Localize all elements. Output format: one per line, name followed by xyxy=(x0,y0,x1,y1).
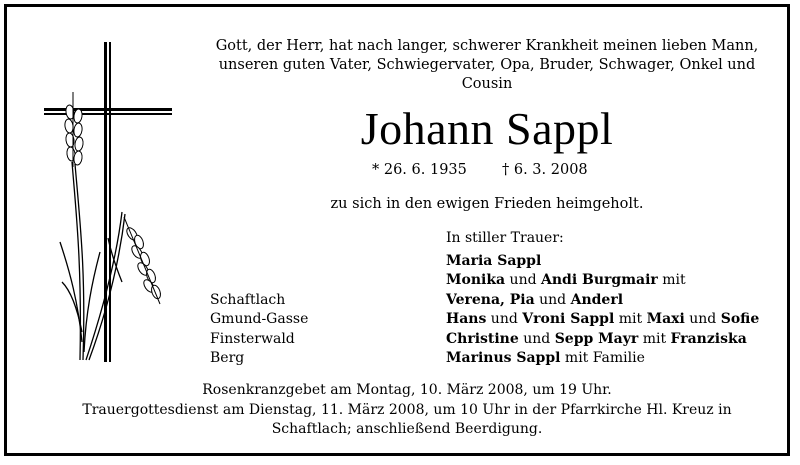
birth-date: * 26. 6. 1935 xyxy=(372,162,467,178)
peace-text: zu sich in den ewigen Frieden heimgeholt. xyxy=(330,196,644,212)
place-item: Finsterwald xyxy=(210,330,295,347)
deceased-name: Johann Sappl xyxy=(360,103,614,154)
place-item: Schaftlach xyxy=(210,292,286,308)
mourner-row: Maria Sappl xyxy=(446,253,542,269)
place-item: Berg xyxy=(210,350,245,367)
mourner-row: Marinus Sappl mit Familie xyxy=(446,350,645,367)
intro-line-1: Gott, der Herr, hat nach langer, schwerer Krankheit meinen lieben Mann, xyxy=(215,38,759,54)
intro-line-2: unseren guten Vater, Schwiegervater, Opa, Bruder, Schwager, Onkel und xyxy=(218,57,756,73)
mourners-list xyxy=(446,252,759,368)
mourning-heading: In stiller Trauer: xyxy=(446,230,564,246)
cross-with-wheat-icon xyxy=(42,42,182,372)
places-list xyxy=(210,291,308,369)
death-date: † 6. 3. 2008 xyxy=(502,162,588,178)
place-item: Gmund-Gasse xyxy=(210,311,309,328)
burial-line: Schaftlach; anschließend Beerdigung. xyxy=(271,421,543,437)
mourner-row: Verena, Pia und Anderl xyxy=(446,291,624,308)
intro-line-3: Cousin xyxy=(461,76,513,92)
mourner-row: Hans und Vroni Sappl mit Maxi und Sofie xyxy=(446,311,760,328)
intro-text xyxy=(197,37,777,94)
obituary-notice xyxy=(4,4,790,456)
mourner-row: Monika und Andi Burgmair mit xyxy=(446,272,686,289)
rosary-line: Rosenkranzgebet am Montag, 10. März 2008, um 19 Uhr. xyxy=(202,382,612,398)
service-info xyxy=(27,381,787,440)
funeral-mass-line: Trauergottesdienst am Dienstag, 11. März 2008, um 10 Uhr in der Pfarrkirche Hl. Kreuz in xyxy=(82,401,732,418)
mourner-row: Christine und Sepp Mayr mit Franziska xyxy=(446,330,747,347)
